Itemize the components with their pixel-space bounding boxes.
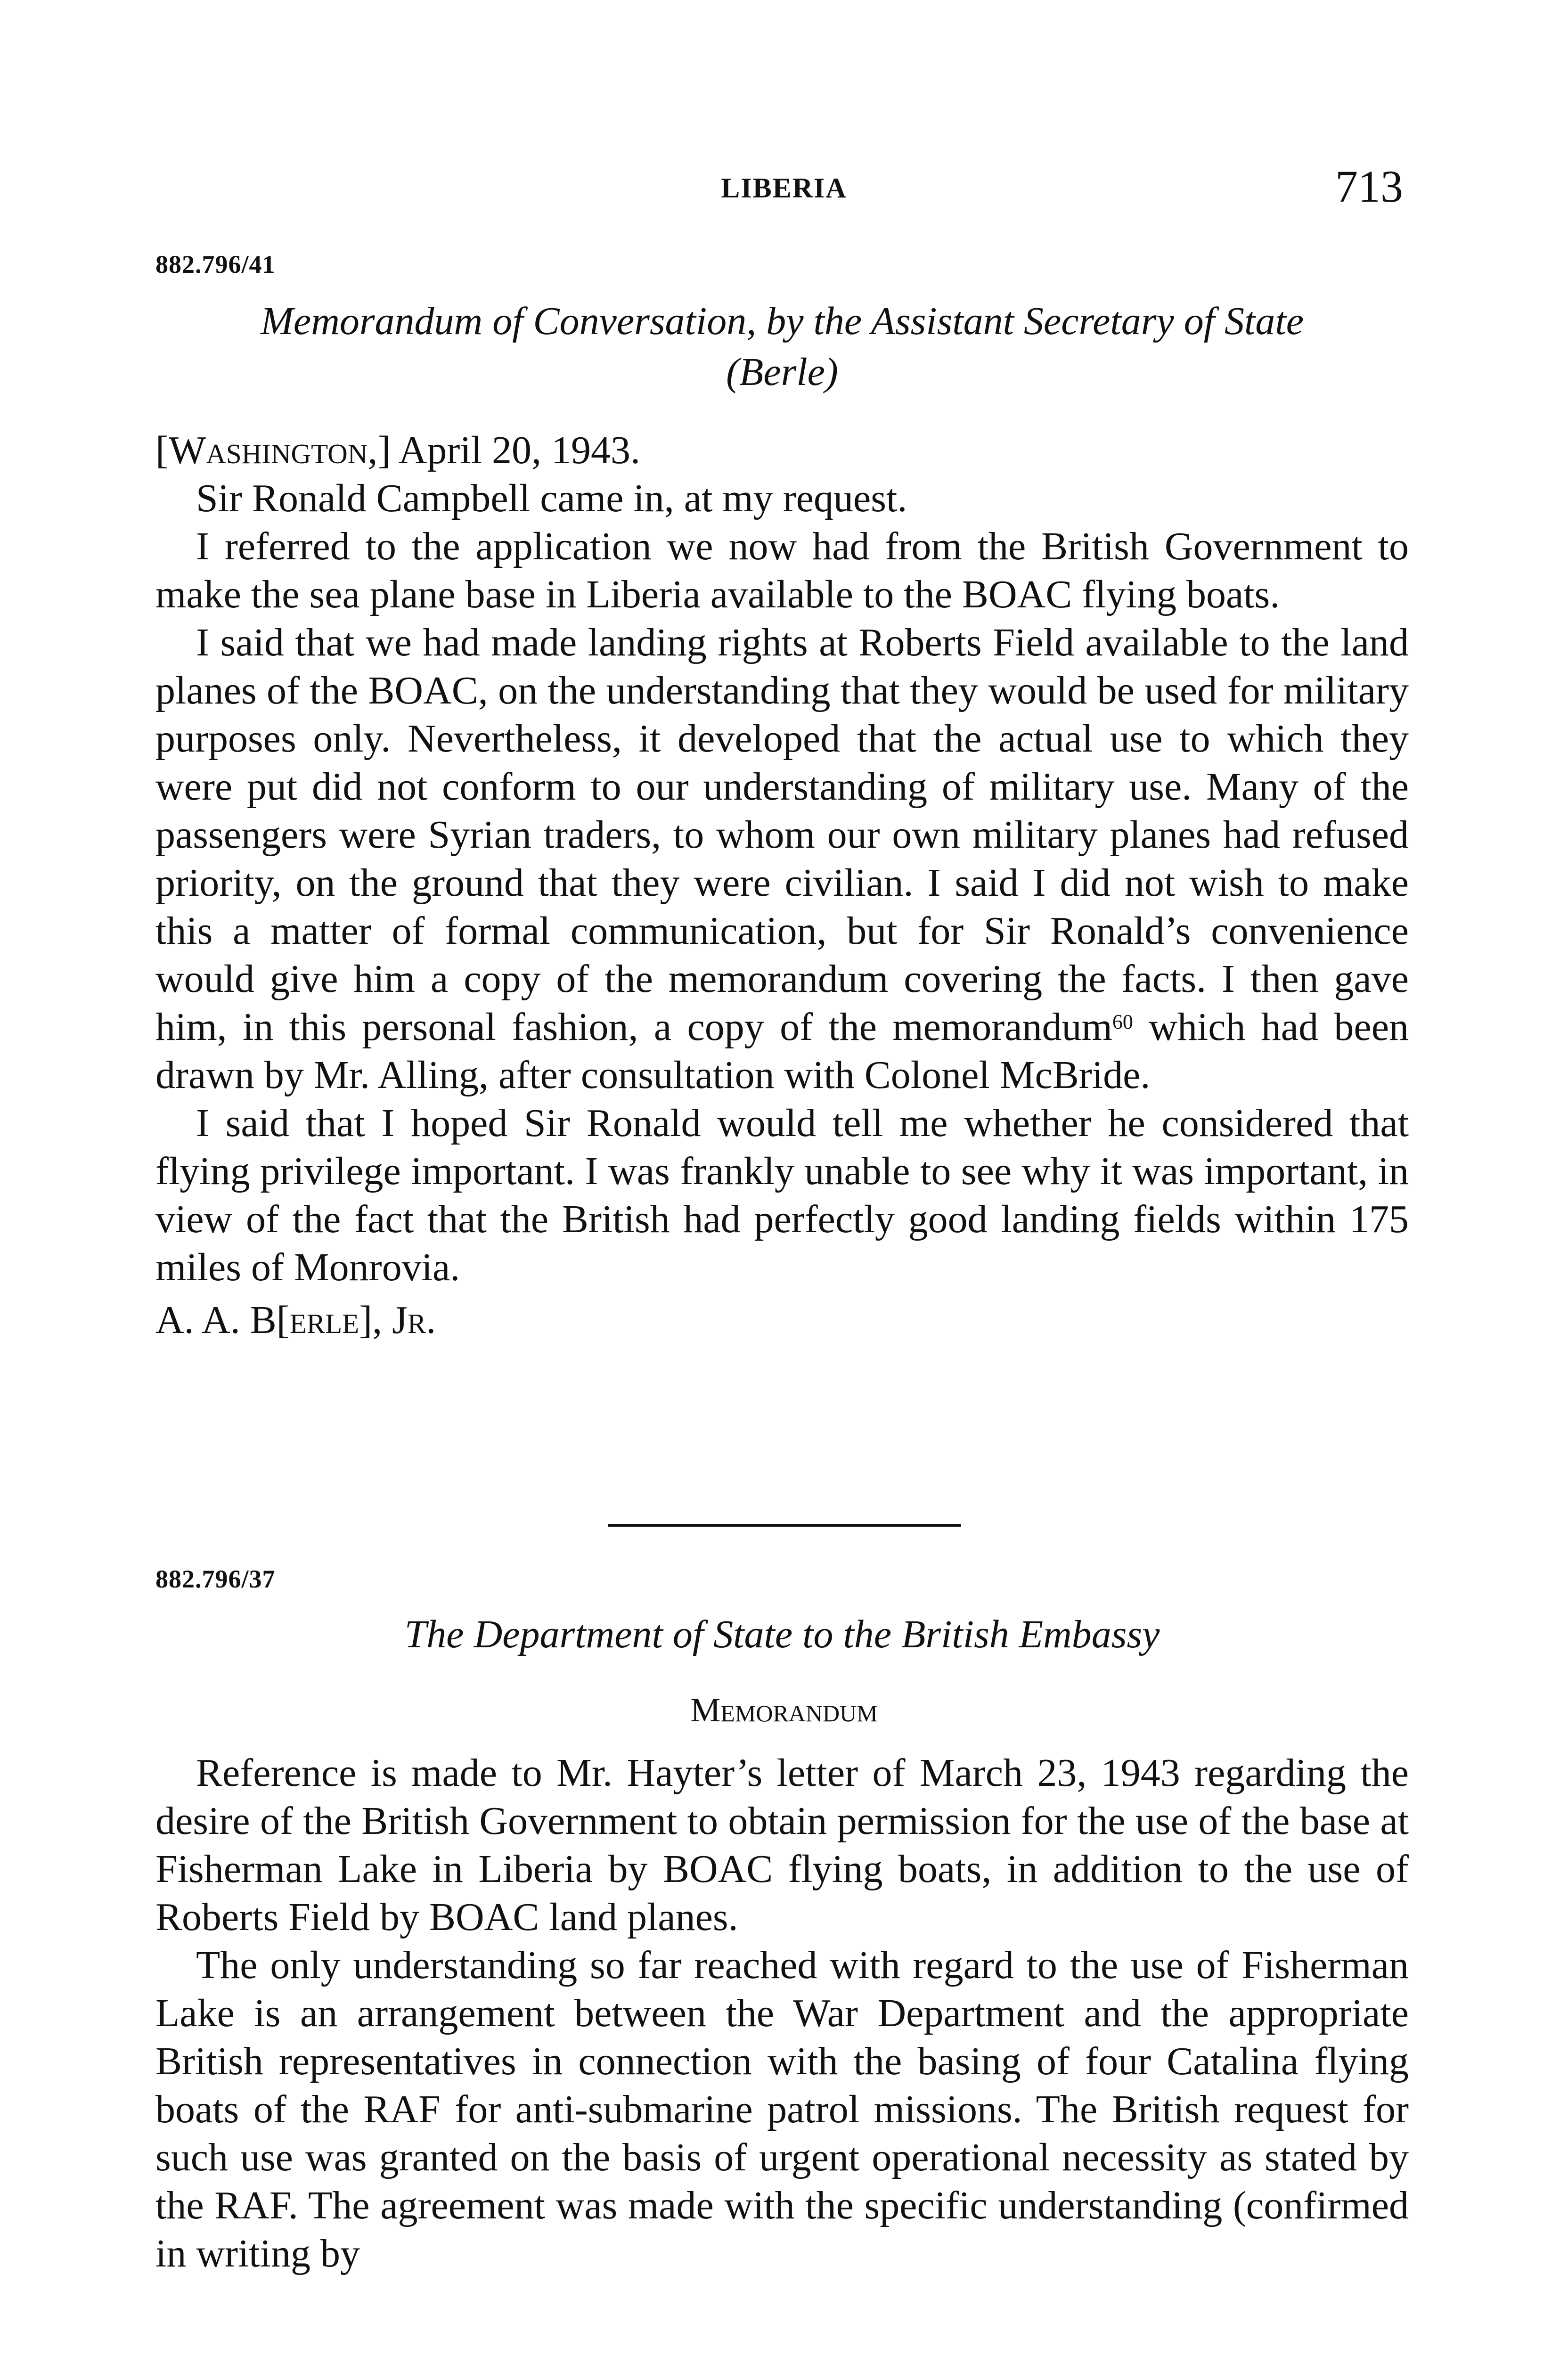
memorandum-heading: Memorandum [690,1691,878,1729]
file-number: 882.796/41 [155,250,276,278]
section-divider [608,1524,961,1527]
signature: A. A. B[erle], Jr. [155,1298,436,1342]
memorandum-body [155,426,1409,1344]
document-title-line: Memorandum of Conversation, by the Assistant Secretary of State [260,299,1304,343]
document-title-line: (Berle) [726,350,838,394]
dateline: [Washington,] April 20, 1943. [155,428,641,472]
paragraph: The only understanding so far reached with regard to the use of Fisherman Lake is an arrangement between the War Department and the appropriate British representatives in connection with the basing of four Catalina flying boats of the RAF for anti-submarine patrol missions. The British request for such use was granted on the basis of urgent operational necessity as stated by the RAF. The agreement was made with the specific understanding (confirmed in writing by [155,1943,1409,2275]
signature-initials: A. A. B [155,1298,277,1342]
page-number: 713 [1335,161,1403,212]
footnote-reference: 60 [1112,1010,1133,1033]
memorandum-body [155,1749,1409,2278]
paragraph: I referred to the application we now had from the British Government to make the sea plane base in Liberia available to the BOAC flying boats. [155,524,1409,616]
paragraph: I said that I hoped Sir Ronald would tell me whether he considered that flying privilege important. I was frankly unable to see why it was important, in view of the fact that the British had perfectly good landing fields within 175 miles of Monrovia. [155,1101,1409,1289]
document-title: The Department of State to the British Embassy [404,1612,1160,1656]
signature-suffix: Jr. [392,1298,436,1342]
file-number: 882.796/37 [155,1565,276,1593]
signature-bracketed: erle [289,1298,359,1342]
paragraph: Sir Ronald Campbell came in, at my request. [196,476,907,520]
paragraph-text: I then gave him, in this personal fashion, a copy of the memorandum [155,957,1409,1049]
paragraph-text: I said that we had made landing rights at Roberts Field available to the land planes of the BOAC, on the understanding that they would be used for military purposes only. Nevertheless, it developed that the actual use to which they were put did not conform to our understanding of military use. Many of the passengers were Syrian traders, to whom our own military planes had refused priority, on the ground that they were civilian. I said I did not wish to make this a matter of formal communication, but for Sir Ronald’s convenience would give him a copy of the memorandum covering the facts. [155,621,1409,1001]
paragraph: Reference is made to Mr. Hayter’s letter of March 23, 1943 regarding the desire of the British Government to obtain permission for the use of the base at Fisherman Lake in Liberia by BOAC flying boats, in addition to the use of Roberts Field by BOAC land planes. [155,1751,1409,1939]
running-title: LIBERIA [721,172,847,204]
dateline-place: Washington, [168,428,378,472]
paragraph-text: which had been drawn by Mr. Alling, after consultation with Colonel McBride. [155,1005,1409,1097]
document-title [155,296,1409,398]
dateline-date: April 20, 1943. [398,428,641,472]
paragraph [155,619,1409,1099]
